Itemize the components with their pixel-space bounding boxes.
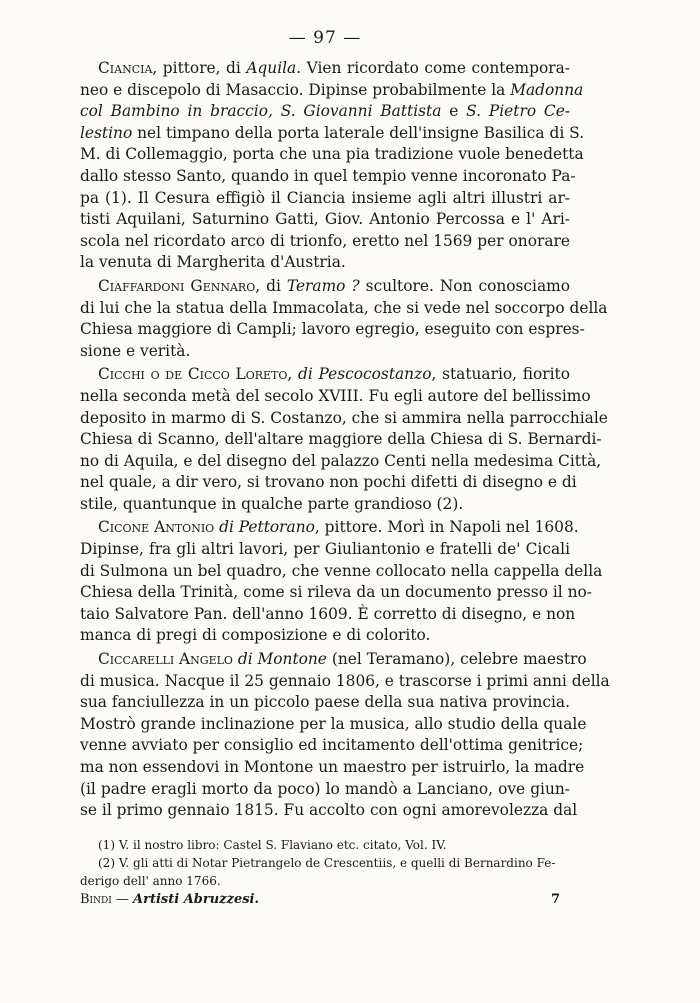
footnote-1: (1) V. il nostro libro: Castel S. Flaviano etc. citato, Vol. IV. — [98, 837, 447, 852]
artist-city: Aquila — [246, 59, 297, 77]
entries — [80, 58, 610, 822]
entry-cicone — [80, 517, 603, 647]
text-line: taio Salvatore Pan. dell'anno 1609. È corretto di disegno, e non — [80, 604, 576, 623]
entry-ciccarelli — [80, 649, 610, 822]
text-line: stile, quantunque in qualche parte grandioso (2). — [80, 494, 464, 513]
footnotes — [80, 836, 570, 890]
text-line: Chiesa della Trinità, come si rileva da un documento presso il no- — [80, 583, 592, 602]
text-run: , pittore, di — [152, 59, 247, 77]
text-line: nella seconda metà del secolo XVIII. Fu egli autore del bellissimo — [80, 386, 591, 405]
text-line: deposito in marmo di S. Costanzo, che si ammira nella parrocchiale — [80, 408, 608, 427]
document-page — [80, 28, 610, 907]
text-run: . Vien ricordato come contempora- — [296, 59, 570, 77]
artwork-title: S. Pietro Ce- — [466, 102, 570, 121]
printer-signature — [80, 892, 570, 907]
entry-ciancia — [80, 58, 585, 274]
text-line — [80, 101, 570, 123]
artist-name: Ciancia — [98, 59, 153, 77]
signature-author: Bindi — [80, 891, 112, 907]
text-line: la venuta di Margherita d'Austria. — [80, 253, 346, 272]
footnote-2-continuation: derigo dell' anno 1766. — [80, 873, 221, 888]
text-run: , — [287, 365, 299, 384]
text-line — [80, 58, 570, 80]
text-line — [80, 364, 570, 386]
text-line: sua fanciullezza in un piccolo paese della sua nativa provincia. — [80, 693, 570, 712]
text-line: no di Aquila, e del disegno del palazzo Centi nella medesima Città, — [80, 451, 602, 470]
text-line: tisti Aquilani, Saturnino Gatti, Giov. Antonio Percossa e l' Ari- — [80, 210, 570, 229]
text-line: Chiesa maggiore di Campli; lavoro egregio, eseguito con espres- — [80, 320, 585, 339]
text-line: (il padre eragli morto da poco) lo mandò a Lanciano, ove giun- — [80, 779, 570, 798]
text-line: ma non essendovi in Montone un maestro per istruirlo, la madre — [80, 758, 585, 776]
artwork-title: col Bambino in braccio, S. Giovanni Battista — [80, 102, 442, 121]
artist-city: di Pettorano — [219, 518, 315, 537]
text-run: , statuario, fiorito — [431, 365, 570, 384]
text-run: , di — [255, 276, 287, 295]
page-number: — 97 — — [288, 28, 362, 48]
text-line: sione e verità. — [80, 341, 191, 360]
text-run: nel timpano della porta laterale dell'insigne Basilica di S. — [132, 123, 585, 142]
entry-cicchi — [80, 364, 608, 515]
signature-book-title: Artisti Abruzzesi. — [133, 891, 259, 907]
text-line: se il primo gennaio 1815. Fu accolto con ogni amorevolezza dal — [80, 801, 578, 820]
artist-city: di Montone — [237, 650, 327, 669]
artwork-title: Madonna — [510, 80, 584, 99]
text-run: e — [441, 102, 467, 121]
text-line — [80, 276, 570, 298]
text-run: , pittore. Morì in Napoli nel 1608. — [314, 518, 579, 537]
text-line: pa (1). Il Cesura effigiò il Ciancia insieme agli altri illustri ar- — [80, 188, 570, 207]
text-line: di lui che la statua della Immacolata, che si vede nel soccorpo della — [80, 298, 608, 317]
artist-name: Ciaffardoni Gennaro — [98, 276, 256, 295]
artwork-title: lestino — [80, 123, 133, 142]
text-line — [80, 649, 587, 671]
text-line — [80, 80, 584, 102]
text-line — [80, 517, 579, 539]
text-line: nel quale, a dir vero, si trovano non pochi difetti di disegno e di — [80, 473, 577, 492]
text-line: venne avviato per consiglio ed incitamento dell'ottima genitrice; — [80, 736, 584, 755]
text-line: dallo stesso Santo, quando in quel tempio venne incoronato Pa- — [80, 166, 576, 185]
text-line: di musica. Nacque il 25 gennaio 1806, e trascorse i primi anni della — [80, 671, 610, 690]
artist-name: Cicone Antonio — [98, 518, 215, 537]
text-run: (nel Teramano), celebre maestro — [326, 650, 587, 669]
text-line: Mostrò grande inclinazione per la musica, allo studio della quale — [80, 714, 587, 733]
artist-city: Teramo ? — [286, 276, 360, 295]
text-line: Dipinse, fra gli altri lavori, per Giuliantonio e fratelli de' Cicali — [80, 540, 570, 559]
text-line — [80, 123, 585, 145]
entry-ciaffardoni — [80, 276, 608, 362]
artist-city: di Pescocostanzo — [298, 365, 432, 384]
footnote-2: (2) V. gli atti di Notar Pietrangelo de Crescentiis, e quelli di Bernardino Fe- — [98, 855, 556, 870]
text-line: scola nel ricordato arco di trionfo, eretto nel 1569 per onorare — [80, 231, 570, 250]
signature-separator: — — [111, 891, 134, 907]
artist-name: Ciccarelli Angelo — [98, 650, 233, 669]
signature-title — [80, 892, 259, 907]
text-run: scultore. Non conosciamo — [359, 276, 570, 295]
text-line: M. di Collemaggio, porta che una pia tradizione vuole benedetta — [80, 145, 584, 164]
text-line: di Sulmona un bel quadro, che venne collocato nella cappella della — [80, 561, 603, 580]
signature-number: 7 — [550, 891, 560, 907]
text-line: Chiesa di Scanno, dell'altare maggiore della Chiesa di S. Bernardi- — [80, 430, 602, 449]
text-line: manca di pregi di composizione e di colorito. — [80, 626, 431, 645]
artist-name: Cicchi o de Cicco Loreto — [98, 365, 288, 384]
text-run: neo e discepolo di Masaccio. Dipinse probabilmente la — [80, 80, 511, 99]
